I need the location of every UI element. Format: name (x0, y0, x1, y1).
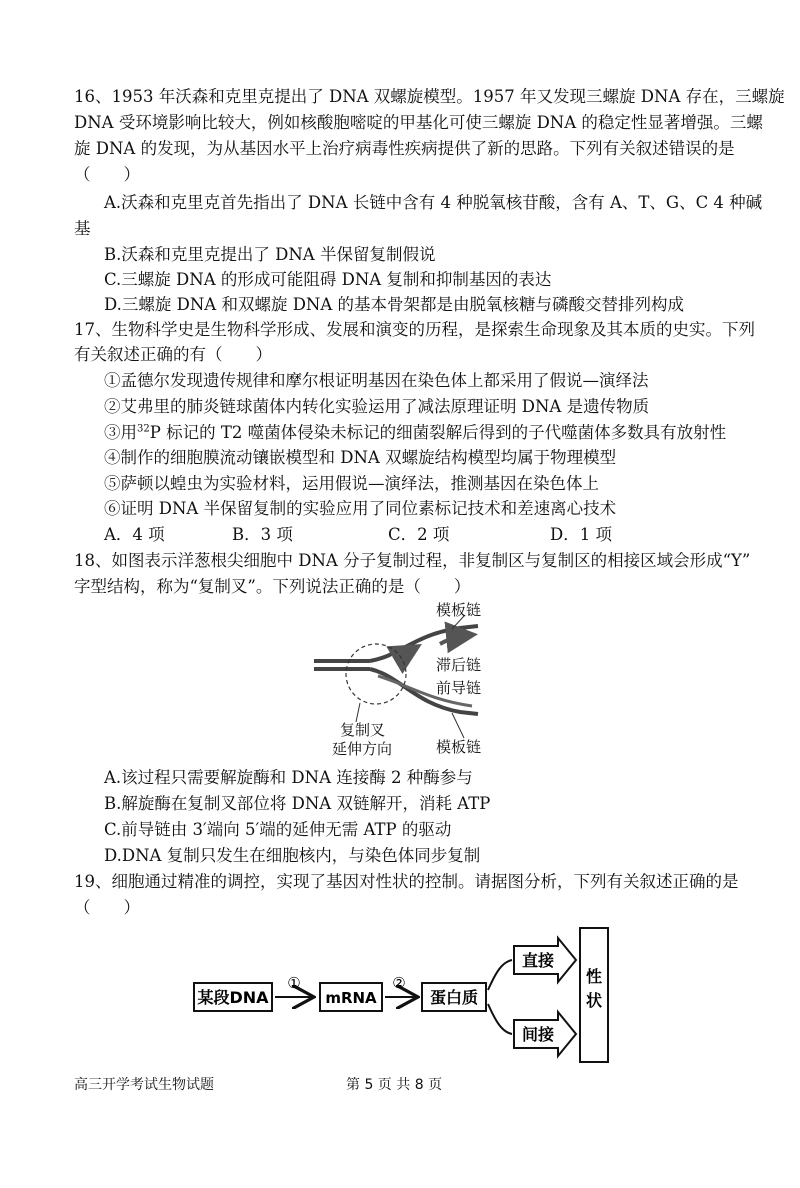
pointer-template-bottom (452, 713, 464, 738)
branch-indirect (488, 1004, 512, 1034)
q17-choice-d: D．1 项 (550, 525, 612, 544)
q16-stem-line-3: 旋 DNA 的发现，为从基因水平上治疗病毒性疾病提供了新的思路。下列有关叙述错误的是 (74, 139, 735, 158)
q17-item-5: ⑤萨顿以蝗虫为实验材料，运用假说—演绎法，推测基因在染色体上 (104, 474, 599, 493)
indirect-label: 间接 (521, 1025, 555, 1044)
footer-exam-title: 高三开学考试生物试题 (74, 1077, 214, 1093)
label-fork: 复制叉 (340, 721, 386, 739)
q19-answer-blank: （ ） (74, 898, 140, 917)
q17-item-2: ②艾弗里的肺炎链球菌体内转化实验运用了减法原理证明 DNA 是遗传物质 (104, 397, 650, 416)
branch-direct (488, 960, 512, 990)
q18-option-b: B.解旋酶在复制叉部位将 DNA 双链解开，消耗 ATP (104, 794, 491, 813)
gene-expression-flowchart (184, 920, 614, 1070)
trait-label-1: 性 (585, 967, 603, 986)
label-lagging-strand: 滞后链 (436, 656, 482, 674)
label-extension-direction: 延伸方向 (332, 740, 393, 758)
label-template-top: 模板链 (436, 601, 482, 619)
q17-choice-c: C．2 项 (388, 525, 450, 544)
q17-item-6: ⑥证明 DNA 半保留复制的实验应用了同位素标记技术和差速离心技术 (104, 499, 617, 518)
q16-answer-blank: （ ） (74, 165, 140, 184)
q17-item-4: ④制作的细胞膜流动镶嵌模型和 DNA 双螺旋结构模型均属于物理模型 (104, 448, 617, 467)
q17-item-1: ①孟德尔发现遗传规律和摩尔根证明基因在染色体上都采用了假说—演绎法 (104, 371, 649, 390)
q17-choice-b: B．3 项 (232, 525, 293, 544)
q17-stem-line-2: 有关叙述正确的有（ ） (74, 345, 272, 364)
q18-stem-line-2: 字型结构，称为“复制叉”。下列说法正确的是（ ） (74, 577, 471, 596)
lagging-strand-arrow-2 (440, 635, 470, 644)
label-leading-strand: 前导链 (436, 679, 482, 697)
q19-stem-line-1: 19、细胞通过精准的调控，实现了基因对性状的控制。请据图分析，下列有关叙述正确的是 (74, 872, 739, 891)
mrna-label: mRNA (325, 989, 377, 1007)
q18-option-c: C.前导链由 3′端向 5′端的延伸无需 ATP 的驱动 (104, 820, 452, 839)
q16-stem-line-2: DNA 受环境影响比较大，例如核酸胞嘧啶的甲基化可使三螺旋 DNA 的稳定性显著增强。三螺 (74, 113, 763, 132)
q18-option-a: A.该过程只需要解旋酶和 DNA 连接酶 2 种酶参与 (104, 768, 473, 787)
replication-fork-circle (346, 644, 406, 704)
label-template-bottom: 模板链 (436, 738, 482, 756)
dna-label: 某段DNA (197, 988, 269, 1007)
q16-option-d: D.三螺旋 DNA 和双螺旋 DNA 的基本骨架都是由脱氧核糖与磷酸交替排列构成 (104, 295, 685, 314)
q16-stem-line-1: 16、1953 年沃森和克里克提出了 DNA 双螺旋模型。1957 年又发现三螺旋 DNA 存在，三螺旋 (74, 87, 785, 106)
q18-option-d: D.DNA 复制只发生在细胞核内，与染色体同步复制 (104, 846, 481, 865)
q17-stem-line-1: 17、生物科学史是生物科学形成、发展和演变的历程，是探索生命现象及其本质的史实。下列 (74, 320, 755, 339)
direct-label: 直接 (521, 951, 555, 970)
replication-fork-figure (300, 596, 530, 764)
trait-label-2: 状 (585, 991, 603, 1010)
q16-option-c: C.三螺旋 DNA 的形成可能阻碍 DNA 复制和抑制基因的表达 (104, 270, 552, 289)
q16-option-b: B.沃森和克里克提出了 DNA 半保留复制假说 (104, 245, 436, 264)
protein-label: 蛋白质 (429, 988, 479, 1007)
pointer-fork (356, 703, 360, 722)
q17-item-3: ③用$^{32}$P 标记的 T2 噬菌体侵染未标记的细菌裂解后得到的子代噬菌体多数具有放射性 (104, 423, 727, 442)
q17-choice-a: A．4 项 (104, 525, 165, 544)
q16-option-a-cont: 基 (74, 219, 91, 238)
footer-page-number: 第 5 页 共 8 页 (346, 1077, 443, 1093)
step-1-label: ① (287, 974, 301, 992)
q18-stem-line-1: 18、如图表示洋葱根尖细胞中 DNA 分子复制过程，非复制区与复制区的相接区域会形成“Y” (74, 551, 751, 570)
step-2-label: ② (392, 974, 406, 992)
q16-option-a: A.沃森和克里克首先指出了 DNA 长链中含有 4 种脱氧核苷酸，含有 A、T、G、C 4 种碱 (104, 193, 763, 212)
